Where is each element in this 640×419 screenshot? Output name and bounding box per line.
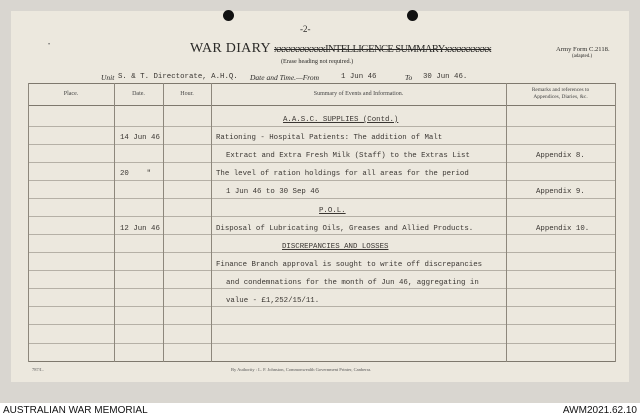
col-header-summary: Summary of Events and Information. — [313, 91, 404, 97]
punch-hole — [223, 10, 234, 21]
margin-mark: • — [48, 42, 51, 48]
diary-sheet — [11, 11, 629, 382]
section-heading: DISCREPANCIES AND LOSSES — [282, 243, 389, 251]
entry-summary: Disposal of Lubricating Oils, Greases and Allied Products. — [216, 225, 474, 233]
entry-summary: Rationing - Hospital Patients: The addition of Malt — [216, 134, 443, 142]
col-header-place: Place. — [63, 91, 79, 97]
to-label: To — [405, 73, 413, 82]
unit-label: Unit — [101, 73, 115, 82]
date-from: 1 Jun 46 — [341, 73, 377, 81]
entry-summary: 1 Jun 46 to 30 Sep 46 — [226, 188, 320, 196]
erase-note: (Erase heading not required.) — [281, 58, 354, 65]
date-time-label: Date and Time.—From — [250, 73, 320, 82]
page-number: -2- — [300, 24, 311, 34]
entry-remarks: Appendix 8. — [536, 152, 585, 160]
unit-value: S. & T. Directorate, A.H.Q. — [118, 73, 238, 81]
entry-remarks: Appendix 9. — [536, 188, 585, 196]
entry-date: 20 " — [120, 170, 152, 178]
archive-name: AUSTRALIAN WAR MEMORIAL — [3, 405, 148, 416]
entry-summary: Finance Branch approval is sought to write off discrepancies — [216, 261, 483, 269]
army-form-label: Army Form C.2118. — [556, 46, 610, 53]
section-heading: P.O.L. — [319, 207, 346, 215]
col-header-date: Date. — [132, 91, 145, 97]
caption-bar — [0, 403, 640, 419]
col-header-remarks: Remarks and references to — [531, 87, 590, 93]
punch-hole — [407, 10, 418, 21]
date-to: 30 Jun 46. — [423, 73, 468, 81]
col-header-remarks-2: Appendices, Diaries, &c. — [533, 94, 588, 100]
accession-number: AWM2021.62.10 — [562, 405, 637, 416]
entry-summary: The level of ration holdings for all areas for the period — [216, 170, 469, 178]
printer-authority: By Authority : L. F. Johnston, Commonwealth Government Printer, Canberra. — [231, 367, 372, 372]
entry-summary: Extract and Extra Fresh Milk (Staff) to the Extras List — [226, 152, 470, 160]
entry-summary: and condemnations for the month of Jun 46, aggregating in — [226, 279, 479, 287]
form-title: WAR DIARY — [190, 41, 271, 56]
struck-heading: xxxxxxxxxxxINTELLIGENCE SUMMARYxxxxxxxxxx — [274, 44, 492, 55]
form-note: (adapted.) — [572, 54, 593, 59]
entry-date: 12 Jun 46 — [120, 225, 160, 233]
print-code: 787/L. — [32, 367, 44, 372]
entry-summary: value - £1,252/15/11. — [226, 297, 320, 305]
col-header-hour: Hour. — [180, 91, 194, 97]
entry-remarks: Appendix 10. — [536, 225, 590, 233]
section-heading: A.A.S.C. SUPPLIES (Contd.) — [283, 116, 399, 124]
entry-date: 14 Jun 46 — [120, 134, 160, 142]
